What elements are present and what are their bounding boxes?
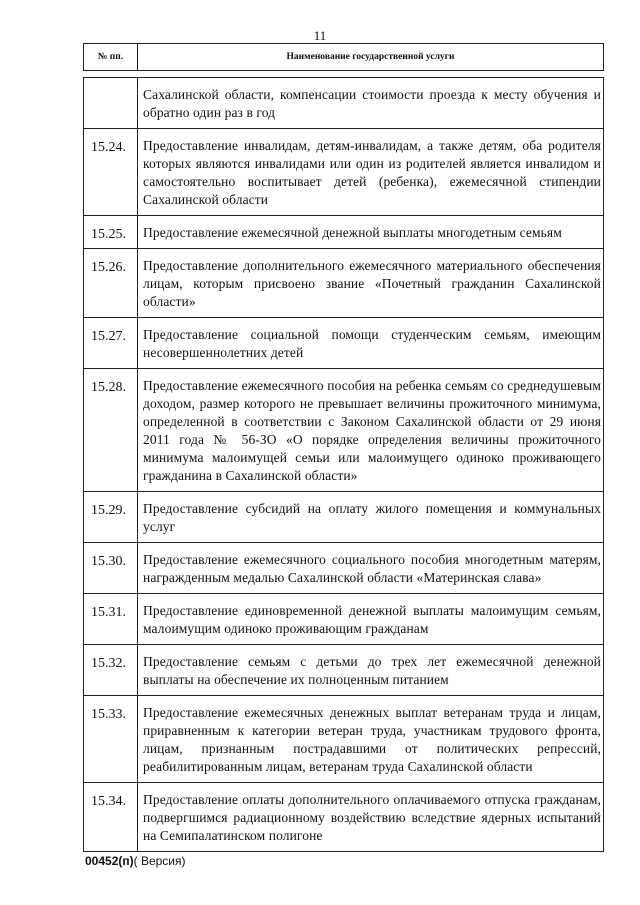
table-row — [84, 492, 604, 543]
table-row — [84, 78, 604, 129]
row-number: 15.24. — [84, 129, 138, 216]
row-number: 15.32. — [84, 645, 138, 696]
row-service-name: Предоставление оплаты дополнительного оплачиваемого отпуска гражданам, подвергшимся радиационному воздействию вследствие ядерных испытаний на Семипалатинском полигоне — [138, 783, 604, 852]
table-row — [84, 783, 604, 852]
header-name-column: Наименование государственной услуги — [138, 44, 604, 71]
table-row — [84, 249, 604, 318]
row-service-name: Предоставление ежемесячного социального пособия многодетным матерям, награжденным медалью Сахалинской области «Материнская слава» — [138, 543, 604, 594]
table-header — [83, 43, 604, 71]
row-service-name: Предоставление ежемесячных денежных выплат ветеранам труда и лицам, приравненным к категории ветеран труда, участникам трудового фронта, лицам, признанным пострадавшими от политических репрессий, реабилитированным лицам, ветеранам труда Сахалинской области — [138, 696, 604, 783]
table-row — [84, 696, 604, 783]
row-number: 15.26. — [84, 249, 138, 318]
row-service-name: Сахалинской области, компенсации стоимости проезда к месту обучения и обратно один раз в год — [138, 78, 604, 129]
row-number: 15.34. — [84, 783, 138, 852]
row-number: 15.25. — [84, 216, 138, 249]
row-service-name: Предоставление семьям с детьми до трех лет ежемесячной денежной выплаты на обеспечение их полноценным питанием — [138, 645, 604, 696]
row-service-name: Предоставление субсидий на оплату жилого помещения и коммунальных услуг — [138, 492, 604, 543]
table-row — [84, 318, 604, 369]
row-service-name: Предоставление социальной помощи студенческим семьям, имеющим несовершеннолетних детей — [138, 318, 604, 369]
row-number: 15.29. — [84, 492, 138, 543]
row-service-name: Предоставление инвалидам, детям-инвалидам, а также детям, оба родителя которых являются инвалидами или один из родителей является инвалидом и самостоятельно воспитывает детей (ребенка), ежемесячной стипендии Сахалинской области — [138, 129, 604, 216]
header-number-column: № пп. — [84, 44, 138, 71]
table-row — [84, 369, 604, 492]
table-row — [84, 129, 604, 216]
row-number: 15.27. — [84, 318, 138, 369]
table-row — [84, 645, 604, 696]
table-row — [84, 543, 604, 594]
row-number: 15.30. — [84, 543, 138, 594]
services-table — [83, 77, 604, 852]
table-row — [84, 216, 604, 249]
document-footer — [85, 854, 186, 868]
footer-label: ( Версия) — [133, 854, 186, 868]
row-number: 15.31. — [84, 594, 138, 645]
page-number: 11 — [313, 28, 327, 43]
row-service-name: Предоставление ежемесячной денежной выплаты многодетным семьям — [138, 216, 604, 249]
table-row — [84, 594, 604, 645]
row-service-name: Предоставление дополнительного ежемесячного материального обеспечения лицам, которым присвоено звание «Почетный гражданин Сахалинской области» — [138, 249, 604, 318]
row-number: 15.28. — [84, 369, 138, 492]
row-service-name: Предоставление ежемесячного пособия на ребенка семьям со среднедушевым доходом, размер которого не превышает величины прожиточного минимума, определенной в соответствии с Законом Сахалинской области от 29 июня 2011 года № 56-ЗО «О порядке определения величины прожиточного минимума малоимущей семьи или малоимущего одиноко проживающего гражданина в Сахалинской области» — [138, 369, 604, 492]
row-service-name: Предоставление единовременной денежной выплаты малоимущим семьям, малоимущим одиноко проживающим гражданам — [138, 594, 604, 645]
row-number — [84, 78, 138, 129]
footer-code: 00452(п) — [85, 854, 134, 868]
row-number: 15.33. — [84, 696, 138, 783]
